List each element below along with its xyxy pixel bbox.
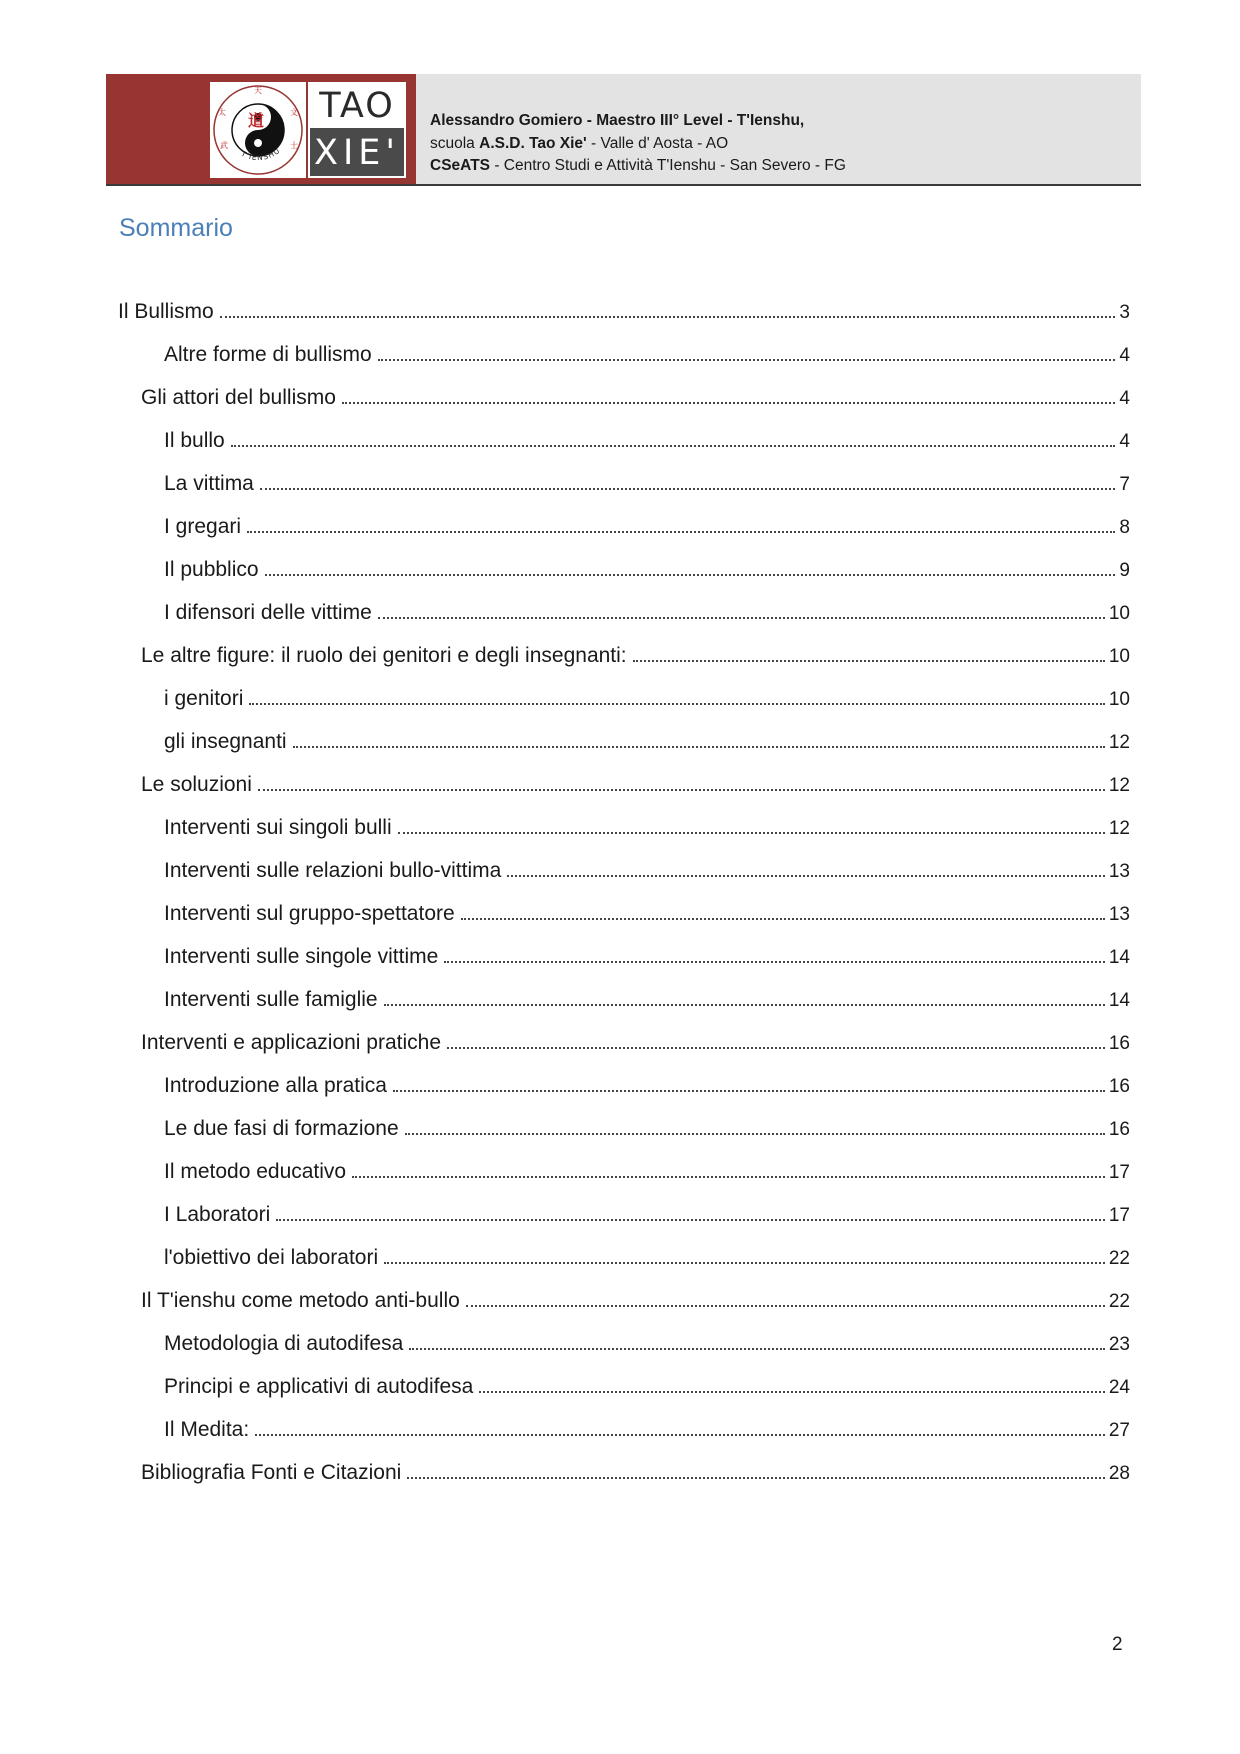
svg-text:天: 天 [254, 86, 262, 95]
toc-dot-leader [260, 488, 1116, 490]
toc-entry[interactable] [118, 644, 1130, 687]
toc-entry[interactable] [118, 1074, 1130, 1117]
toc-entry[interactable] [118, 945, 1130, 988]
toc-entry-label: i genitori [164, 687, 244, 710]
toc-entry-page: 12 [1108, 775, 1130, 796]
toc-entry-label: l'obiettivo dei laboratori [164, 1246, 379, 1269]
toc-entry-page: 10 [1108, 603, 1130, 624]
toc-entry-page: 4 [1119, 431, 1130, 452]
toc-entry[interactable] [118, 472, 1130, 515]
toc-entry-label: Interventi sul gruppo-spettatore [164, 902, 455, 925]
toc-dot-leader [407, 1477, 1105, 1479]
toc-entry[interactable] [118, 1461, 1130, 1504]
toc-dot-leader [507, 875, 1105, 877]
toc-entry[interactable] [118, 386, 1130, 429]
toc-entry-page: 12 [1108, 732, 1130, 753]
toc-title: Sommario [119, 214, 233, 242]
toc-entry-label: Interventi e applicazioni pratiche [141, 1031, 442, 1054]
toc-entry[interactable] [118, 859, 1130, 902]
toc-entry[interactable] [118, 816, 1130, 859]
toc-dot-leader [461, 918, 1105, 920]
header-center-line [430, 155, 846, 178]
toc-entry-label: Il bullo [164, 429, 225, 452]
toc-entry-label: Il Bullismo [118, 300, 214, 323]
toc-entry-label: Altre forme di bullismo [164, 343, 372, 366]
toc-dot-leader [393, 1090, 1105, 1092]
toc-entry[interactable] [118, 1375, 1130, 1418]
toc-entry-label: Interventi sulle singole vittime [164, 945, 439, 968]
header-info [430, 110, 846, 178]
toc-entry-page: 16 [1108, 1076, 1130, 1097]
logo-xie-text: XIE' [313, 133, 401, 173]
toc-entry[interactable] [118, 687, 1130, 730]
toc-entry-page: 17 [1108, 1205, 1130, 1226]
toc-entry[interactable] [118, 558, 1130, 601]
svg-text:太: 太 [218, 108, 226, 117]
toc-entry-label: Metodologia di autodifesa [164, 1332, 404, 1355]
toc-entry-page: 13 [1108, 861, 1130, 882]
toc-dot-leader [342, 402, 1116, 404]
toc-entry[interactable] [118, 1289, 1130, 1332]
yin-yang-logo [210, 82, 306, 178]
toc-entry[interactable] [118, 902, 1130, 945]
toc-entry[interactable] [118, 730, 1130, 773]
table-of-contents [118, 300, 1130, 1504]
toc-entry[interactable] [118, 515, 1130, 558]
toc-entry-label: Principi e applicativi di autodifesa [164, 1375, 474, 1398]
toc-entry-label: Gli attori del bullismo [141, 386, 336, 409]
toc-entry-page: 4 [1119, 345, 1130, 366]
toc-entry-label: Interventi sulle relazioni bullo-vittima [164, 859, 502, 882]
toc-entry[interactable] [118, 1117, 1130, 1160]
toc-dot-leader [258, 789, 1105, 791]
toc-entry-page: 10 [1108, 646, 1130, 667]
toc-entry-page: 12 [1108, 818, 1130, 839]
toc-entry[interactable] [118, 429, 1130, 472]
toc-dot-leader [276, 1219, 1105, 1221]
toc-entry-label: La vittima [164, 472, 254, 495]
tao-xie-logo [308, 82, 406, 178]
toc-entry-page: 13 [1108, 904, 1130, 925]
toc-dot-leader [255, 1434, 1105, 1436]
toc-entry-label: I gregari [164, 515, 242, 538]
svg-text:文: 文 [290, 108, 298, 117]
toc-dot-leader [479, 1391, 1105, 1393]
toc-dot-leader [398, 832, 1105, 834]
toc-entry-label: Interventi sulle famiglie [164, 988, 378, 1011]
toc-entry-page: 24 [1108, 1377, 1130, 1398]
toc-entry-label: Le due fasi di formazione [164, 1117, 399, 1140]
header-author: Alessandro Gomiero - Maestro III° Level - T'Ienshu, [430, 112, 805, 129]
toc-entry[interactable] [118, 1332, 1130, 1375]
logo-tao-text: TAO [310, 84, 404, 128]
toc-entry-page: 7 [1119, 474, 1130, 495]
toc-entry-page: 16 [1108, 1119, 1130, 1140]
toc-entry-label: Il T'ienshu come metodo anti-bullo [141, 1289, 460, 1312]
toc-entry-label: Le soluzioni [141, 773, 252, 796]
toc-dot-leader [444, 961, 1105, 963]
toc-dot-leader [378, 359, 1116, 361]
toc-dot-leader [352, 1176, 1105, 1178]
toc-entry-page: 4 [1119, 388, 1130, 409]
toc-entry[interactable] [118, 1418, 1130, 1461]
toc-entry-page: 27 [1108, 1420, 1130, 1441]
toc-dot-leader [633, 660, 1105, 662]
toc-entry[interactable] [118, 300, 1130, 343]
header-school-location: - Valle d' Aosta - AO [586, 134, 729, 152]
toc-entry-label: Bibliografia Fonti e Citazioni [141, 1461, 402, 1484]
header-center-name: - Centro Studi e Attività T'Ienshu - San Severo - FG [490, 157, 846, 174]
toc-entry-page: 14 [1108, 947, 1130, 968]
header-school-name: A.S.D. Tao Xie' [479, 134, 587, 152]
toc-entry[interactable] [118, 343, 1130, 386]
toc-dot-leader [293, 746, 1105, 748]
toc-entry-page: 22 [1108, 1248, 1130, 1269]
header-author-line [430, 110, 846, 133]
toc-entry-page: 10 [1108, 689, 1130, 710]
logo-circle-text: T'IENSHU [239, 145, 283, 163]
toc-entry-page: 8 [1119, 517, 1130, 538]
toc-entry-label: gli insegnanti [164, 730, 287, 753]
header-center-acronym: CSeATS [430, 157, 491, 174]
toc-dot-leader [378, 617, 1105, 619]
toc-dot-leader [466, 1305, 1105, 1307]
toc-entry-label: I difensori delle vittime [164, 601, 372, 624]
toc-entry[interactable] [118, 773, 1130, 816]
toc-entry-page: 9 [1119, 560, 1130, 581]
toc-entry-label: Il Medita: [164, 1418, 250, 1441]
header-school-prefix: scuola [430, 134, 480, 152]
toc-entry[interactable] [118, 1203, 1130, 1246]
toc-dot-leader [220, 316, 1116, 318]
toc-dot-leader [247, 531, 1115, 533]
toc-dot-leader [447, 1047, 1105, 1049]
toc-entry[interactable] [118, 1160, 1130, 1203]
svg-text:道: 道 [248, 111, 265, 130]
header-school-line [430, 133, 846, 156]
toc-entry-page: 28 [1108, 1463, 1130, 1484]
toc-dot-leader [249, 703, 1104, 705]
toc-entry-label: I Laboratori [164, 1203, 271, 1226]
toc-dot-leader [231, 445, 1116, 447]
toc-dot-leader [384, 1004, 1105, 1006]
page-header [106, 74, 1141, 186]
toc-entry-label: Introduzione alla pratica [164, 1074, 387, 1097]
svg-text:武: 武 [220, 141, 228, 150]
toc-entry-label: Le altre figure: il ruolo dei genitori e degli insegnanti: [141, 644, 627, 667]
toc-entry-label: Il pubblico [164, 558, 259, 581]
toc-dot-leader [384, 1262, 1105, 1264]
yin-yang-icon [210, 82, 306, 178]
header-logo-panel [106, 74, 416, 184]
toc-entry-page: 14 [1108, 990, 1130, 1011]
toc-entry-page: 23 [1108, 1334, 1130, 1355]
toc-dot-leader [265, 574, 1116, 576]
toc-entry[interactable] [118, 1031, 1130, 1074]
toc-entry[interactable] [118, 988, 1130, 1031]
page-number: 2 [1112, 1634, 1123, 1655]
toc-dot-leader [409, 1348, 1105, 1350]
toc-entry-label: Interventi sui singoli bulli [164, 816, 392, 839]
toc-entry-label: Il metodo educativo [164, 1160, 347, 1183]
toc-entry[interactable] [118, 601, 1130, 644]
svg-text:士: 士 [290, 141, 298, 150]
toc-dot-leader [405, 1133, 1105, 1135]
toc-entry[interactable] [118, 1246, 1130, 1289]
toc-entry-page: 16 [1108, 1033, 1130, 1054]
toc-entry-page: 3 [1119, 302, 1130, 323]
toc-entry-page: 22 [1108, 1291, 1130, 1312]
toc-entry-page: 17 [1108, 1162, 1130, 1183]
